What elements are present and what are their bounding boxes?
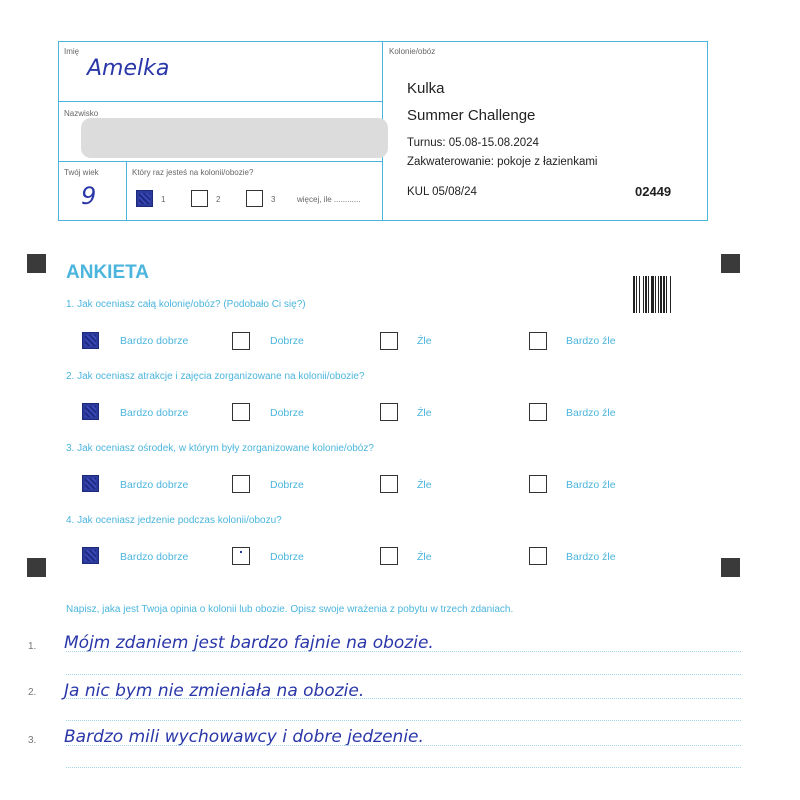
age-value[interactable]: 9 [81, 182, 97, 210]
opinion-line-2-rule-b [66, 720, 741, 721]
q2-checkbox-very-good[interactable] [82, 403, 99, 420]
registration-mark-top-left [27, 254, 46, 273]
q1-option-good: Dobrze [270, 335, 304, 347]
question-1-text: 1. Jak oceniasz całą kolonię/obóz? (Podobało Ci się?) [66, 299, 306, 310]
q4-option-good: Dobrze [270, 551, 304, 563]
camp-accommodation: Zakwaterowanie: pokoje z łazienkami [407, 156, 598, 168]
opinion-line-2-rule [66, 698, 741, 699]
times-checkbox-2[interactable] [191, 190, 208, 207]
q1-option-very-bad: Bardzo źle [566, 335, 616, 347]
q1-option-very-good: Bardzo dobrze [120, 335, 189, 347]
q2-option-good: Dobrze [270, 407, 304, 419]
q4-option-very-bad: Bardzo źle [566, 551, 616, 563]
opinion-line-1-rule-b [66, 674, 741, 675]
camp-turnus: Turnus: 05.08-15.08.2024 [407, 137, 539, 149]
times-option-3: 3 [271, 195, 276, 204]
registration-mark-bottom-left [27, 558, 46, 577]
opinion-line-2-text[interactable]: Ja nic bym nie zmieniała na obozie. [64, 681, 365, 701]
q3-checkbox-very-bad[interactable] [529, 475, 547, 493]
opinion-line-1-rule [66, 651, 741, 652]
q3-option-good: Dobrze [270, 479, 304, 491]
opinion-line-3-rule [66, 745, 741, 746]
q2-checkbox-bad[interactable] [380, 403, 398, 421]
q1-checkbox-very-bad[interactable] [529, 332, 547, 350]
opinion-prompt: Napisz, jaka jest Twoja opinia o kolonii lub obozie. Opisz swoje wrażenia z pobytu w trzech zdaniach. [66, 604, 514, 615]
q1-option-bad: Źle [417, 335, 432, 347]
q3-checkbox-good[interactable] [232, 475, 250, 493]
question-4-text: 4. Jak oceniasz jedzenie podczas kolonii/obozu? [66, 515, 282, 526]
camp-label: Kolonie/obóz [389, 47, 436, 56]
times-option-1: 1 [161, 195, 166, 204]
times-label: Który raz jesteś na kolonii/obozie? [132, 168, 254, 177]
q2-option-very-good: Bardzo dobrze [120, 407, 189, 419]
opinion-line-1-number: 1. [28, 641, 37, 652]
camp-code: KUL 05/08/24 [407, 186, 477, 198]
opinion-line-1-text[interactable]: Mójm zdaniem jest bardzo fajnie na obozie. [64, 633, 434, 653]
q4-checkbox-bad[interactable] [380, 547, 398, 565]
times-option-more: więcej, ile ............ [297, 195, 361, 204]
q4-checkbox-very-good[interactable] [82, 547, 99, 564]
q2-checkbox-very-bad[interactable] [529, 403, 547, 421]
q3-checkbox-very-good[interactable] [82, 475, 99, 492]
opinion-line-3-text[interactable]: Bardzo mili wychowawcy i dobre jedzenie. [64, 727, 424, 747]
q3-option-very-good: Bardzo dobrze [120, 479, 189, 491]
q4-checkbox-very-bad[interactable] [529, 547, 547, 565]
q1-checkbox-good[interactable] [232, 332, 250, 350]
question-3-text: 3. Jak oceniasz ośrodek, w którym były zorganizowane kolonie/obóz? [66, 443, 374, 454]
q1-checkbox-bad[interactable] [380, 332, 398, 350]
survey-title: ANKIETA [66, 262, 150, 283]
q1-checkbox-very-good[interactable] [82, 332, 99, 349]
q3-checkbox-bad[interactable] [380, 475, 398, 493]
times-checkbox-1[interactable] [136, 190, 153, 207]
q2-checkbox-good[interactable] [232, 403, 250, 421]
opinion-line-2-number: 2. [28, 687, 37, 698]
q4-checkbox-good[interactable] [232, 547, 250, 565]
question-2-text: 2. Jak oceniasz atrakcje i zajęcia zorganizowane na kolonii/obozie? [66, 371, 365, 382]
q3-option-very-bad: Bardzo źle [566, 479, 616, 491]
header-form [58, 41, 708, 221]
surname-label: Nazwisko [64, 109, 99, 118]
q4-option-bad: Źle [417, 551, 432, 563]
opinion-line-3-number: 3. [28, 735, 37, 746]
q2-option-very-bad: Bardzo źle [566, 407, 616, 419]
registration-mark-top-right [721, 254, 740, 273]
registration-mark-bottom-right [721, 558, 740, 577]
camp-program: Summer Challenge [407, 107, 536, 124]
q2-option-bad: Źle [417, 407, 432, 419]
form-number: 02449 [635, 184, 672, 199]
name-label: Imię [64, 47, 80, 56]
times-checkbox-3[interactable] [246, 190, 263, 207]
barcode [633, 276, 689, 313]
barcode-bar [670, 276, 671, 313]
surname-redacted [81, 118, 388, 158]
name-value[interactable]: Amelka [87, 56, 170, 81]
age-label: Twój wiek [64, 168, 99, 177]
q3-option-bad: Źle [417, 479, 432, 491]
q4-option-very-good: Bardzo dobrze [120, 551, 189, 563]
camp-name: Kulka [407, 80, 445, 97]
times-option-2: 2 [216, 195, 221, 204]
opinion-line-3-rule-b [66, 767, 741, 768]
